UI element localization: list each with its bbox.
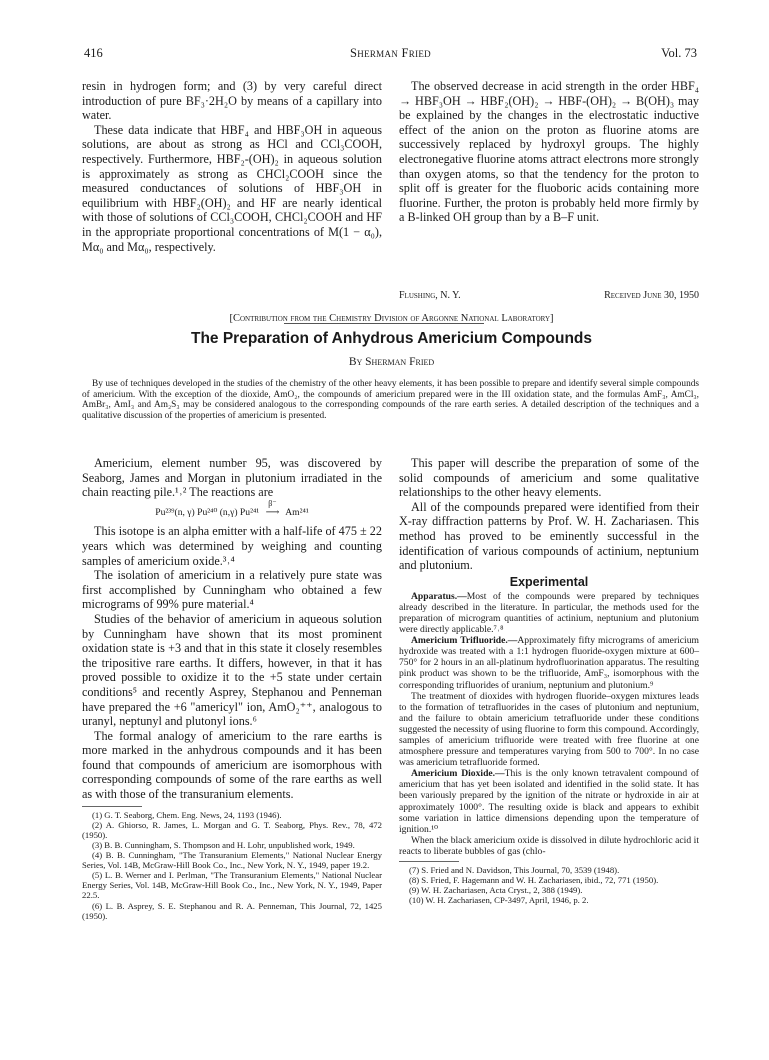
footnote-2: (2) A. Ghiorso, R. James, L. Morgan and G. T. Seaborg, Phys. Rev., 78, 472 (1950). (82, 819, 382, 840)
prev-right-paragraph-1: The observed decrease in acid strength in the order HBF₄ → HBF₃OH → HBF₂(OH)₂ → HBF-(OH)₂ → B(OH)₃ may be explained by the changes in the electrostatic inductive effect of the anion on the proton as fluorine atoms are successively replaced by hydroxyl groups. The highly electronegative fluorine atoms attract electrons more strongly than oxygen atoms, so that the tendency for the proton to split off is greater for the fluoboric acids containing more fluorine. Further, the proton is probably held more firmly by a B-linked OH group than by a B–F unit. (399, 79, 699, 225)
page-number: 416 (84, 46, 103, 60)
dioxide-text: This is the only known tetravalent compound of americium that has yet been isolated and identified in the solid state. It has been variously prepared by the ignition of the nitrate or hydroxide in air at approximately 1000°. The resulting oxide is black and appears to exhibit some variation in lattice dimensions depending upon the temperature of ignition.¹⁰ (399, 768, 699, 835)
section-heading-experimental: Experimental (509, 574, 589, 589)
volume-label: Vol. 73 (661, 46, 697, 60)
trifluoride-text: Approximately fifty micrograms of americium hydroxide was treated with a 1:1 hydrogen fluoride-oxygen mixture at 600–750° for 2 hours in an all-platinum hydrofluorination apparatus. The resulting pink product was shown to be the trifluoride, AmF₃, isomorphous with the corresponding trifluorides of uranium, neptunium and plutonium.⁹ (399, 635, 699, 691)
intro-paragraph-4: Studies of the behavior of americium in aqueous solution by Cunningham have shown that its most prominent oxidation state is +3 and that in this state it closely resembles the tripositive rare earths. It differs, however, in that it has proved possible to oxidize it to the +5 state under certain conditions⁵ and recently Asprey, Stephanou and Penneman have prepared the +6 "americyl" ion, AmO₂⁺⁺, analogous to uranyl, neptunyl and plutonyl ions.⁶ (82, 611, 382, 729)
right-body-column (399, 456, 699, 905)
intro-paragraph-5: The formal analogy of americium to the rare earths is more marked in the anhydrous compounds and it has been found that compounds of americium are isomorphous with corresponding compounds of some of the rare earths as well as with those of the transuranium elements. (82, 728, 382, 802)
apparatus-heading: Apparatus.— (411, 590, 467, 602)
contribution-line: [Contribution from the Chemistry Division of Argonne National Laboratory] (229, 313, 554, 324)
treatment-paragraph: The treatment of dioxides with hydrogen fluoride–oxygen mixtures leads to the formation of tetrafluorides in the cases of plutonium and neptunium, and the failure to obtain americium tetrafluoride under these conditions suggested the necessity of using fluorine to form this compound. Accordingly, samples of americium trifluoride were treated with free fluorine at one atmosphere pressure and temperatures varying from 500 to 700°. In no case was americium tetrafluoride formed. (399, 690, 699, 769)
trifluoride-paragraph (399, 635, 699, 690)
received-line: Received June 30, 1950 (604, 290, 699, 301)
intro-paragraph-7: All of the compounds prepared were identified from their X-ray diffraction patterns by Prof. W. H. Zachariasen. This method has proved to be eminently successful in the identification of various compounds of actinium, neptunium and plutonium. (399, 499, 699, 573)
place-line: Flushing, N. Y. (399, 290, 461, 301)
left-body-column (82, 456, 382, 921)
dioxide-paragraph (399, 768, 699, 835)
trifluoride-heading: Americium Trifluoride.— (411, 635, 518, 647)
footnote-10: (10) W. H. Zachariasen, CP-3497, April, 1946, p. 2. (409, 895, 589, 906)
beta-label: β⁻ (268, 498, 277, 508)
apparatus-paragraph (399, 591, 699, 635)
apparatus-text: Most of the compounds were prepared by techniques already described in the literature. In particular, the methods used for the preparation of microgram quantities of actinium, neptunium and plutonium were directly applicable.⁷˒⁸ (399, 590, 699, 636)
intro-paragraph-6: This paper will describe the preparation of some of the solid compounds of americium and some qualitative relationships to the other heavy elements. (399, 456, 699, 500)
equation-right: Am²⁴¹ (285, 506, 309, 518)
prev-article-left-column (82, 79, 382, 254)
prev-left-paragraph-2: These data indicate that HBF₄ and HBF₃OH in aqueous solutions, are about as strong as HCl and CCl₃COOH, respectively. Furthermore, HBF₂-(OH)₂ in aqueous solution is approximately as strong as CHCl₂COOH since the measured conductances of solutions of HBF₃OH in equilibrium with HBF₂(OH)₂ and HF are nearly identical with those of solutions of CCl₃COOH, CHCl₂COOH and HF in the appropriate proportional concentrations of M(1 − α₀), Mα₀ and Mα₀, respectively. (82, 122, 382, 254)
footnote-5: (5) L. B. Werner and I. Perlman, "The Transuranium Elements," National Nuclear Energy Series, Vol. 14B, McGraw-Hill Book Co., Inc., New York, N. Y., 1949, Paper 22.5. (82, 870, 382, 901)
footnote-rule (82, 806, 142, 807)
footnotes-right (399, 865, 699, 905)
abstract: By use of techniques developed in the studies of the chemistry of the other heavy elements, it has been possible to prepare and identify several simple compounds of americium. With the exception of the dioxide, AmO₂, the compounds of americium prepared were in the III oxidation state, and the formulas AmF₃, AmCl₃, AmBr₃, AmI₃ and Am₂S₃ may be considered analogous to the corresponding compounds of the rare earth series. A detailed description of the techniques and a qualitative discussion of the properties of americium is presented. (82, 379, 699, 422)
prev-article-right-column (399, 79, 699, 225)
footnote-4: (4) B. B. Cunningham, "The Transuranium Elements," National Nuclear Energy Series, Vol. 14B, McGraw-Hill Book Co., Inc., New York, N. Y., 1949, paper 19.2. (82, 850, 382, 871)
arrow-glyph: ⟶ (265, 506, 280, 518)
footnote-9: (9) W. H. Zachariasen, Acta Cryst., 2, 388 (1949). (409, 885, 583, 896)
intro-paragraph-1: Americium, element number 95, was discovered by Seaborg, James and Morgan in plutonium irradiated in the chain reacting pile.¹˒² The reactions are (82, 456, 382, 500)
prev-left-paragraph-1: resin in hydrogen form; and (3) by very careful direct introduction of pure BF₃·2H₂O by means of a capillary into water. (82, 79, 382, 123)
black-oxide-paragraph: When the black americium oxide is dissolved in dilute hydrochloric acid it reacts to liberate bubbles of gas (chlo- (399, 834, 699, 857)
footnote-rule-right (399, 861, 459, 862)
equation-arrow (262, 498, 284, 521)
intro-paragraph-2: This isotope is an alpha emitter with a half-life of 475 ± 22 years which was determined by weighing and counting samples of americium oxide.³˒⁴ (82, 524, 382, 568)
equation-left: Pu²³⁹(n, γ) Pu²⁴⁰ (n,γ) Pu²⁴¹ (155, 506, 260, 518)
dioxide-heading: Americium Dioxide.— (411, 768, 505, 780)
article-title: The Preparation of Anhydrous Americium Compounds (190, 330, 593, 347)
nuclear-reaction-equation (82, 498, 382, 521)
footnote-8: (8) S. Fried, F. Hagemann and W. H. Zachariasen, ibid., 72, 771 (1950). (409, 875, 659, 886)
page-header (84, 46, 697, 62)
intro-paragraph-3: The isolation of americium in a relatively pure state was first accomplished by Cunningham who obtained a few micrograms of 99% pure material.⁴ (82, 568, 382, 612)
running-head: Sherman Fried (350, 46, 431, 60)
footnote-6: (6) L. B. Asprey, S. E. Stephanou and R. A. Penneman, This Journal, 72, 1425 (1950). (82, 900, 382, 921)
footnote-7: (7) S. Fried and N. Davidson, This Journal, 70, 3539 (1948). (409, 865, 620, 875)
footnotes-left (82, 810, 382, 921)
byline: By Sherman Fried (348, 356, 435, 368)
footnote-3: (3) B. B. Cunningham, S. Thompson and H. Lohr, unpublished work, 1949. (92, 839, 355, 850)
footnote-1: (1) G. T. Seaborg, Chem. Eng. News, 24, 1193 (1946). (92, 809, 282, 820)
